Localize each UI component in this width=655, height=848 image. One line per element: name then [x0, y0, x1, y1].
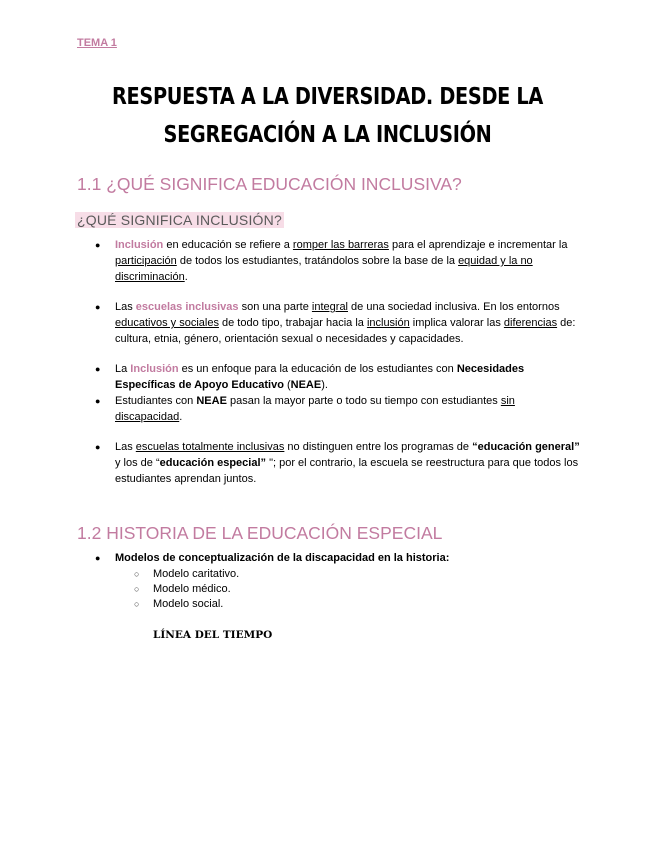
list-item-inclusive-schools: [115, 299, 585, 347]
underlined-text: integral: [311, 301, 348, 313]
text: ).: [321, 379, 328, 391]
text: para el aprendizaje e incrementar la: [388, 239, 568, 251]
text: de: cultura, etnia, género, orientación sexual o necesidades y capacidades.: [115, 317, 576, 345]
keyword-inclusion: Inclusión: [115, 239, 164, 251]
bullet-icon: ●: [95, 553, 101, 563]
model-item: Modelo social.: [153, 598, 224, 610]
list-item-fully-inclusive-schools: [115, 439, 585, 487]
subsection-heading: ¿QUÉ SIGNIFICA INCLUSIÓN?: [77, 212, 282, 228]
underlined-text: participación: [115, 255, 177, 267]
circle-bullet-icon: ○: [134, 584, 140, 594]
text: en educación se refiere a: [163, 239, 293, 251]
bullet-icon: ●: [95, 240, 101, 250]
circle-bullet-icon: ○: [134, 569, 140, 579]
text: no distinguen entre los programas de: [284, 441, 473, 453]
text: y los de “: [115, 457, 160, 469]
text: La: [115, 363, 131, 375]
text: Las: [115, 301, 136, 313]
bullet-icon: ●: [95, 364, 101, 374]
bold-text: NEAE: [290, 379, 322, 391]
bold-text: NEAE: [196, 395, 227, 407]
model-item: Modelo caritativo.: [153, 568, 240, 580]
model-item: Modelo médico.: [153, 583, 231, 595]
text: implica valorar las: [409, 317, 504, 329]
bold-text: educación especial”: [159, 457, 267, 469]
underlined-text: equidad y la no discriminación: [115, 255, 533, 283]
text: Estudiantes con: [115, 395, 197, 407]
underlined-text: inclusión: [366, 317, 410, 329]
keyword-inclusion: Inclusión: [130, 363, 179, 375]
underlined-text: escuelas totalmente inclusivas: [135, 441, 285, 453]
text: .: [179, 411, 183, 423]
underlined-text: romper las barreras: [292, 239, 389, 251]
document-title: [103, 78, 552, 154]
bullet-icon: ●: [95, 302, 101, 312]
list-item-inclusion-definition: [115, 237, 585, 285]
bold-text: “educación general”: [472, 441, 580, 453]
text: de todos los estudiantes, tratándolos sobre la base de la: [176, 255, 459, 267]
section-1-heading: 1.1 ¿QUÉ SIGNIFICA EDUCACIÓN INCLUSIVA?: [77, 174, 462, 194]
text: "; por el contrario, la escuela se reestructura para que todos los estudiantes aprendan juntos.: [115, 457, 579, 485]
underlined-text: sin discapacidad: [115, 395, 515, 423]
topic-label: TEMA 1: [77, 37, 117, 49]
list-item-neae-students: [115, 393, 585, 425]
underlined-text: diferencias: [503, 317, 558, 329]
timeline-heading: LÍNEA DEL TIEMPO: [153, 629, 273, 641]
list-item-models: Modelos de conceptualización de la discapacidad en la historia:: [115, 552, 450, 564]
title-line-1: RESPUESTA A LA DIVERSIDAD. DESDE LA: [111, 84, 544, 110]
section-2-heading: 1.2 HISTORIA DE LA EDUCACIÓN ESPECIAL: [77, 523, 443, 543]
circle-bullet-icon: ○: [134, 599, 140, 609]
bullet-icon: ●: [95, 396, 101, 406]
text: pasan la mayor parte o todo su tiempo con estudiantes: [226, 395, 501, 407]
text: (: [283, 379, 291, 391]
text: son una parte: [238, 301, 312, 313]
text: de una sociedad inclusiva. En los entornos: [348, 301, 560, 313]
text: .: [184, 271, 188, 283]
list-item-neae-approach: [115, 361, 585, 393]
underlined-text: educativos y sociales: [115, 317, 219, 329]
bold-text: Necesidades Específicas de Apoyo Educativo: [115, 363, 525, 391]
bullet-icon: ●: [95, 442, 101, 452]
text: Las: [115, 441, 136, 453]
text: es un enfoque para la educación de los estudiantes con: [178, 363, 457, 375]
keyword-inclusive-schools: escuelas inclusivas: [135, 301, 239, 313]
title-line-2: SEGREGACIÓN A LA INCLUSIÓN: [163, 122, 492, 148]
text: de todo tipo, trabajar hacia la: [218, 317, 367, 329]
